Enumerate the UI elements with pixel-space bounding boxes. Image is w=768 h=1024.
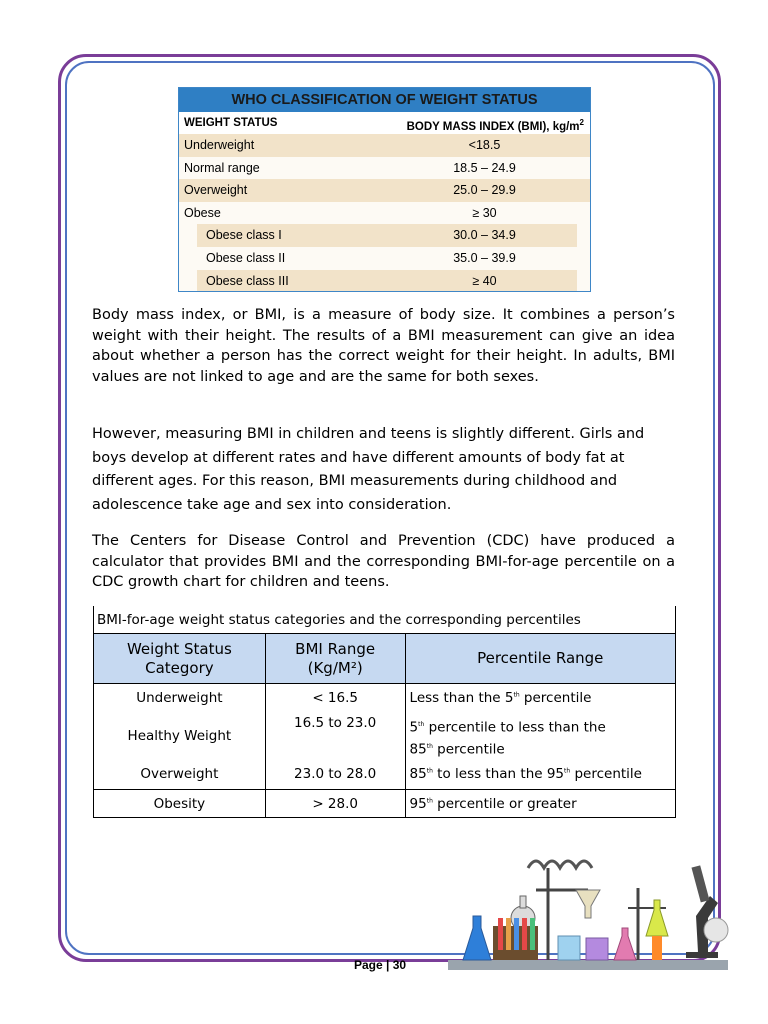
bmi-row-range: > 28.0 <box>265 790 405 818</box>
paragraph-bmi-children: However, measuring BMI in children and teens is slightly different. Girls and boys develop at different rates and have different amounts of body fat at different ages. For this reason, BMI measurements during childhood and adolescence take age and sex into consideration. <box>92 426 645 513</box>
table-row <box>94 760 676 790</box>
who-row-status: Normal range <box>184 160 260 175</box>
bmi-row-range: 16.5 to 23.0 <box>265 713 405 760</box>
page-footer <box>354 958 406 972</box>
beaker <box>558 936 580 960</box>
table-row <box>179 270 590 292</box>
who-row-bmi: ≥ 30 <box>472 205 497 220</box>
table-row <box>179 157 590 180</box>
table-row <box>179 247 590 270</box>
bmi-row-percentile: 85th to less than the 95th percentile <box>405 760 675 790</box>
paragraph-bmi-intro: Body mass index, or BMI, is a measure of body size. It combines a person’s weight with their height. The results of a BMI measurement can give an idea about whether a person has the correct weight for their height. In adults, BMI values are not linked to age and are the same for both sexes. <box>92 307 675 385</box>
table-row <box>94 684 676 713</box>
table-row <box>94 713 676 760</box>
bmi-row-category: Overweight <box>94 760 266 790</box>
bmi-row-category: Obesity <box>94 790 266 818</box>
who-row-status: Obese class III <box>206 273 289 288</box>
table-row <box>179 202 590 225</box>
who-row-bmi: 30.0 – 34.9 <box>453 228 516 243</box>
who-row-status: Overweight <box>184 183 248 198</box>
who-row-status: Underweight <box>184 138 255 152</box>
table-row <box>179 179 590 202</box>
chemistry-lab-icon <box>448 848 744 980</box>
bmi-for-age-table <box>93 606 676 818</box>
lab-bench <box>448 960 728 970</box>
who-row-status: Obese class I <box>206 228 282 243</box>
who-col-status: WEIGHT STATUS <box>184 117 278 129</box>
table-row <box>94 790 676 818</box>
who-row-status: Obese class II <box>206 250 286 265</box>
page-number: 30 <box>392 958 407 972</box>
who-row-bmi: 25.0 – 29.9 <box>453 183 516 198</box>
who-row-bmi: 18.5 – 24.9 <box>453 160 516 175</box>
who-col-bmi: BODY MASS INDEX (BMI), $kg/m^2$ <box>406 118 584 133</box>
page-label: Page <box>354 958 383 972</box>
bmi-row-percentile: 5th percentile to less than the 85th percentile <box>405 713 675 760</box>
funnel <box>576 890 600 918</box>
bmi-col-range: BMI Range (Kg/M²) <box>265 634 405 684</box>
bmi-row-category: Underweight <box>94 684 266 713</box>
pink-flask <box>614 928 636 960</box>
page-separator: | <box>386 958 390 972</box>
table-row <box>179 224 590 247</box>
paragraph-cdc: The Centers for Disease Control and Prevention (CDC) have produced a calculator that provides BMI and the corresponding BMI-for-age percentile on a CDC growth chart for children and teens. <box>92 533 675 590</box>
bmi-row-range: 23.0 to 28.0 <box>265 760 405 790</box>
who-row-bmi: ≥ 40 <box>472 273 497 288</box>
who-table-title: WHO CLASSIFICATION OF WEIGHT STATUS <box>179 88 590 112</box>
bmi-col-category: Weight Status Category <box>94 634 266 684</box>
bmi-col-percentile: Percentile Range <box>405 634 675 684</box>
who-row-status: Obese <box>184 205 221 220</box>
coil-condenser <box>528 861 592 868</box>
blue-flask <box>463 916 491 960</box>
who-row-bmi: 35.0 – 39.9 <box>453 250 516 265</box>
bmi-row-category: Healthy Weight <box>94 713 266 760</box>
who-table-header <box>179 112 590 134</box>
bmi-row-range: < 16.5 <box>265 684 405 713</box>
bmi-table-caption: BMI-for-age weight status categories and the corresponding percentiles <box>94 606 676 634</box>
bmi-table-header <box>94 634 676 684</box>
purple-beaker <box>586 938 608 960</box>
yellow-flask <box>646 900 668 936</box>
bmi-row-percentile: 95th percentile or greater <box>405 790 675 818</box>
table-row <box>179 134 590 157</box>
bmi-row-percentile: Less than the 5th percentile <box>405 684 675 713</box>
who-row-bmi: <18.5 <box>468 138 501 152</box>
who-classification-table <box>178 87 591 292</box>
burner <box>652 936 662 960</box>
